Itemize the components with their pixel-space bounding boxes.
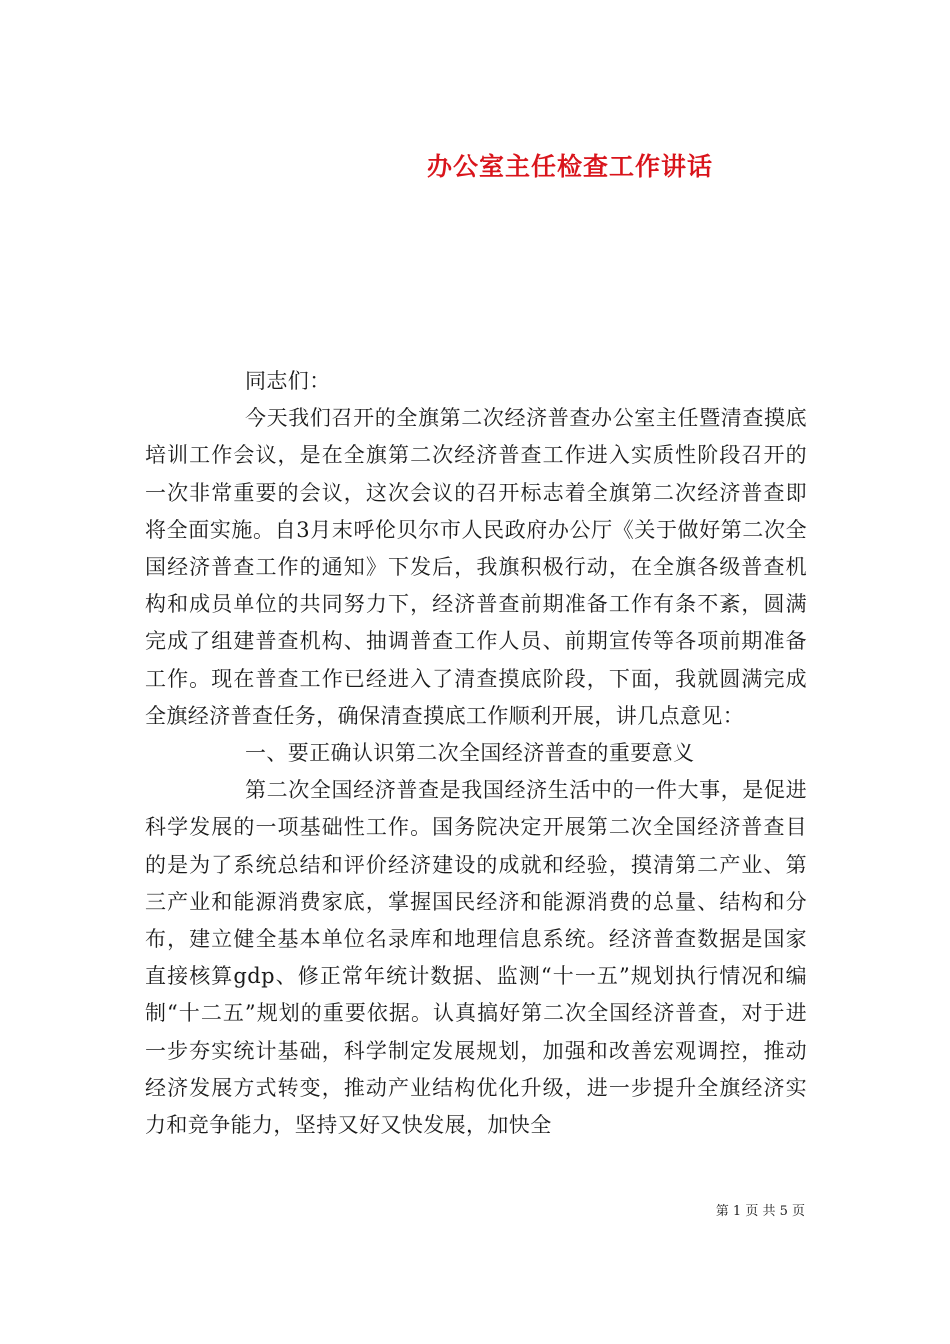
page-title: 办公室主任检查工作讲话 — [426, 151, 713, 181]
section-heading: 一、要正确认识第二次全国经济普查的重要意义 — [245, 741, 695, 766]
page-number: 第 1 页 共 5 页 — [715, 1204, 805, 1219]
paragraph: 第二次全国经济普查是我国经济生活中的一件大事，是促进科学发展的一项基础性工作。国务院决定开展第二次全国经济普查目的是为了系统总结和评价经济建设的成就和经验，摸清第二产业、第三产业和能源消费家底，掌握国民经济和能源消费的总量、结构和分布，建立健全基本单位名录库和地理信息系统。经济普查数据是国家直接核算gdp、修正常年统计数据、监测“十一五”规划执行情况和编制“十二五”规划的重要依据。认真搞好第二次全国经济普查，对于进一步夯实统计基础，科学制定发展规划，加强和改善宏观调控，推动经济发展方式转变，推动产业结构优化升级，进一步提升全旗经济实力和竞争能力，坚持又好又快发展，加快全 — [145, 778, 807, 1138]
salutation: 同志们： — [245, 369, 331, 393]
paragraph: 今天我们召开的全旗第二次经济普查办公室主任暨清查摸底培训工作会议，是在全旗第二次经济普查工作进入实质性阶段召开的一次非常重要的会议，这次会议的召开标志着全旗第二次经济普查即将全面实施。自3月末呼伦贝尔市人民政府办公厅《关于做好第二次全国经济普查工作的通知》下发后，我旗积极行动，在全旗各级普查机构和成员单位的共同努力下，经济普查前期准备工作有条不紊，圆满完成了组建普查机构、抽调普查工作人员、前期宣传等各项前期准备工作。现在普查工作已经进入了清查摸底阶段，下面，我就圆满完成全旗经济普查任务，确保清查摸底工作顺利开展，讲几点意见： — [145, 406, 807, 728]
document-body — [145, 363, 807, 1144]
